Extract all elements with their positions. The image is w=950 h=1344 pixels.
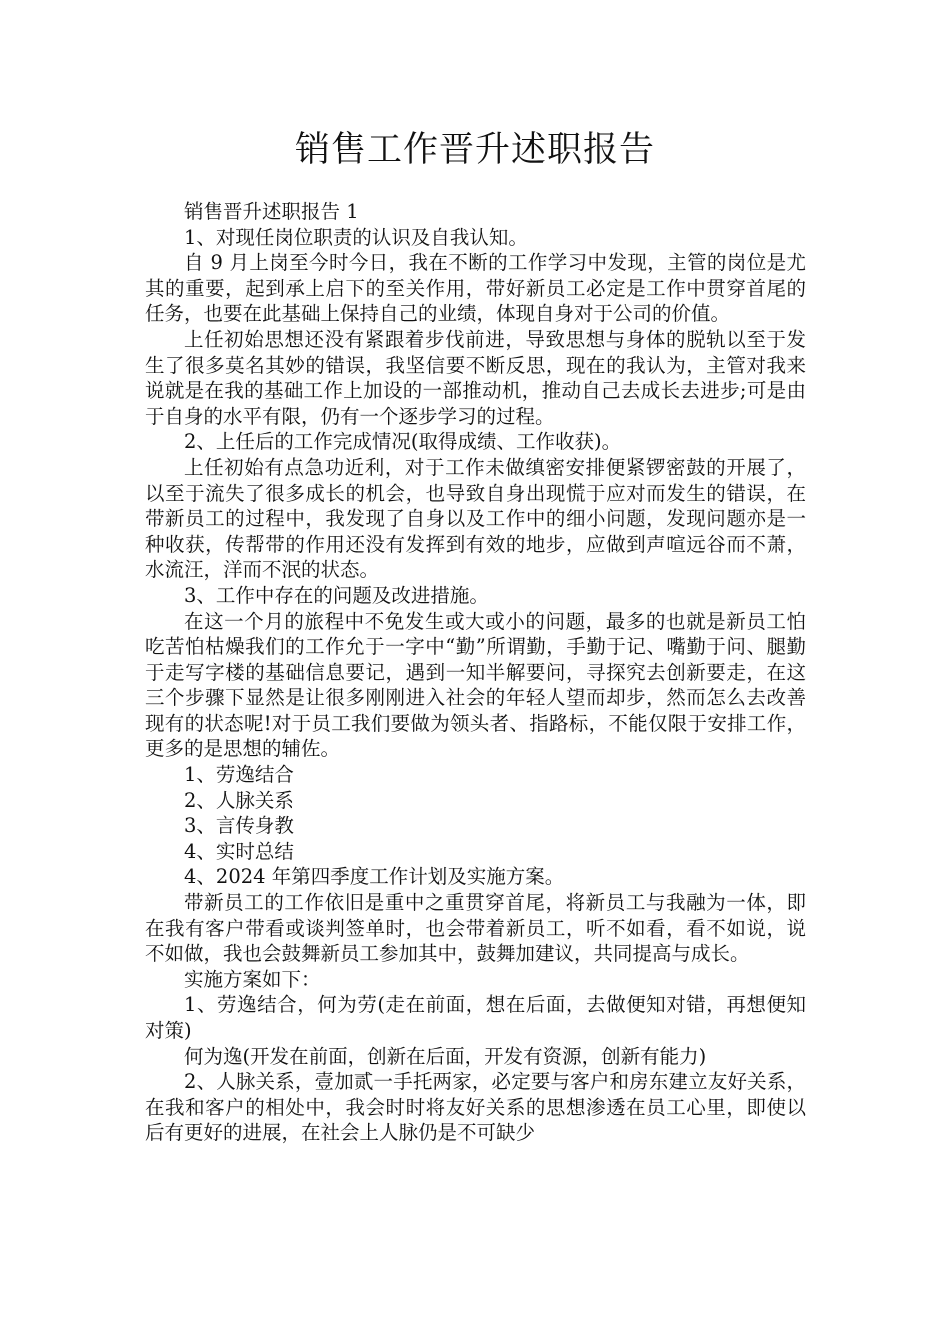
paragraph: 带新员工的工作依旧是重中之重贯穿首尾，将新员工与我融为一体，即在我有客户带看或谈判签单时，也会带着新员工，听不如看，看不如说，说不如做，我也会鼓舞新员工参加其中，鼓舞加建议，共同提高与成长。 (145, 891, 806, 966)
list-item: 1、劳逸结合 (184, 763, 294, 787)
paragraph: 实施方案如下： (184, 967, 321, 991)
paragraph: 在这一个月的旅程中不免发生或大或小的问题，最多的也就是新员工怕吃苦怕枯燥我们的工作允于一字中“勤”所谓勤，手勤于记、嘴勤于问、腿勤于走写字楼的基础信息要记，遇到一知半解要问，寻探究去创新要走，在这三个步骤下显然是让很多刚刚进入社会的年轻人望而却步，然而怎么去改善现有的状态呢!对于员工我们要做为领头者、指路标，不能仅限于安排工作，更多的是思想的辅佐。 (145, 609, 806, 761)
paragraph: 2、人脉关系，壹加贰一手托两家，必定要与客户和房东建立友好关系，在我和客户的相处中，我会时时将友好关系的思想渗透在员工心里，即使以后有更好的进展，在社会上人脉仍是不可缺少 (145, 1070, 806, 1145)
list-item: 2、人脉关系 (184, 788, 294, 812)
document-body (145, 199, 806, 1146)
paragraph: 1、劳逸结合，何为劳(走在前面，想在后面，去做便知对错，再想便知对策) (145, 993, 806, 1042)
report-subtitle: 销售晋升述职报告 1 (184, 200, 359, 223)
section-heading: 2、上任后的工作完成情况(取得成绩、工作收获)。 (184, 430, 622, 454)
paragraph: 自 9 月上岗至今时今日，我在不断的工作学习中发现，主管的岗位是尤其的重要，起到承上启下的至关作用，带好新员工必定是工作中贯穿首尾的任务，也要在此基础上保持自己的业绩，体现自身对于公司的价值。 (145, 251, 806, 326)
list-item: 4、实时总结 (184, 839, 294, 863)
document-title: 销售工作晋升述职报告 (294, 130, 655, 170)
section-heading: 1、对现任岗位职责的认识及自我认知。 (184, 225, 528, 249)
paragraph: 上任初始思想还没有紧跟着步伐前进，导致思想与身体的脱轨以至于发生了很多莫名其妙的错误，我坚信要不断反思，现在的我认为，主管对我来说就是在我的基础工作上加设的一部推动机，推动自己去成长去进步;可是由于自身的水平有限，仍有一个逐步学习的过程。 (145, 327, 806, 428)
section-heading: 3、工作中存在的问题及改进措施。 (184, 583, 489, 607)
list-item: 3、言传身教 (184, 814, 294, 838)
section-heading: 4、2024 年第四季度工作计划及实施方案。 (184, 865, 565, 889)
paragraph: 上任初始有点急功近利，对于工作未做缜密安排便紧锣密鼓的开展了，以至于流失了很多成长的机会，也导致自身出现慌于应对而发生的错误，在带新员工的过程中，我发现了自身以及工作中的细小问题，发现问题亦是一种收获，传帮带的作用还没有发挥到有效的地步，应做到声喧远谷而不萧，水流汪，洋而不泯的状态。 (145, 455, 806, 582)
paragraph: 何为逸(开发在前面，创新在后面，开发有资源，创新有能力) (184, 1044, 707, 1068)
